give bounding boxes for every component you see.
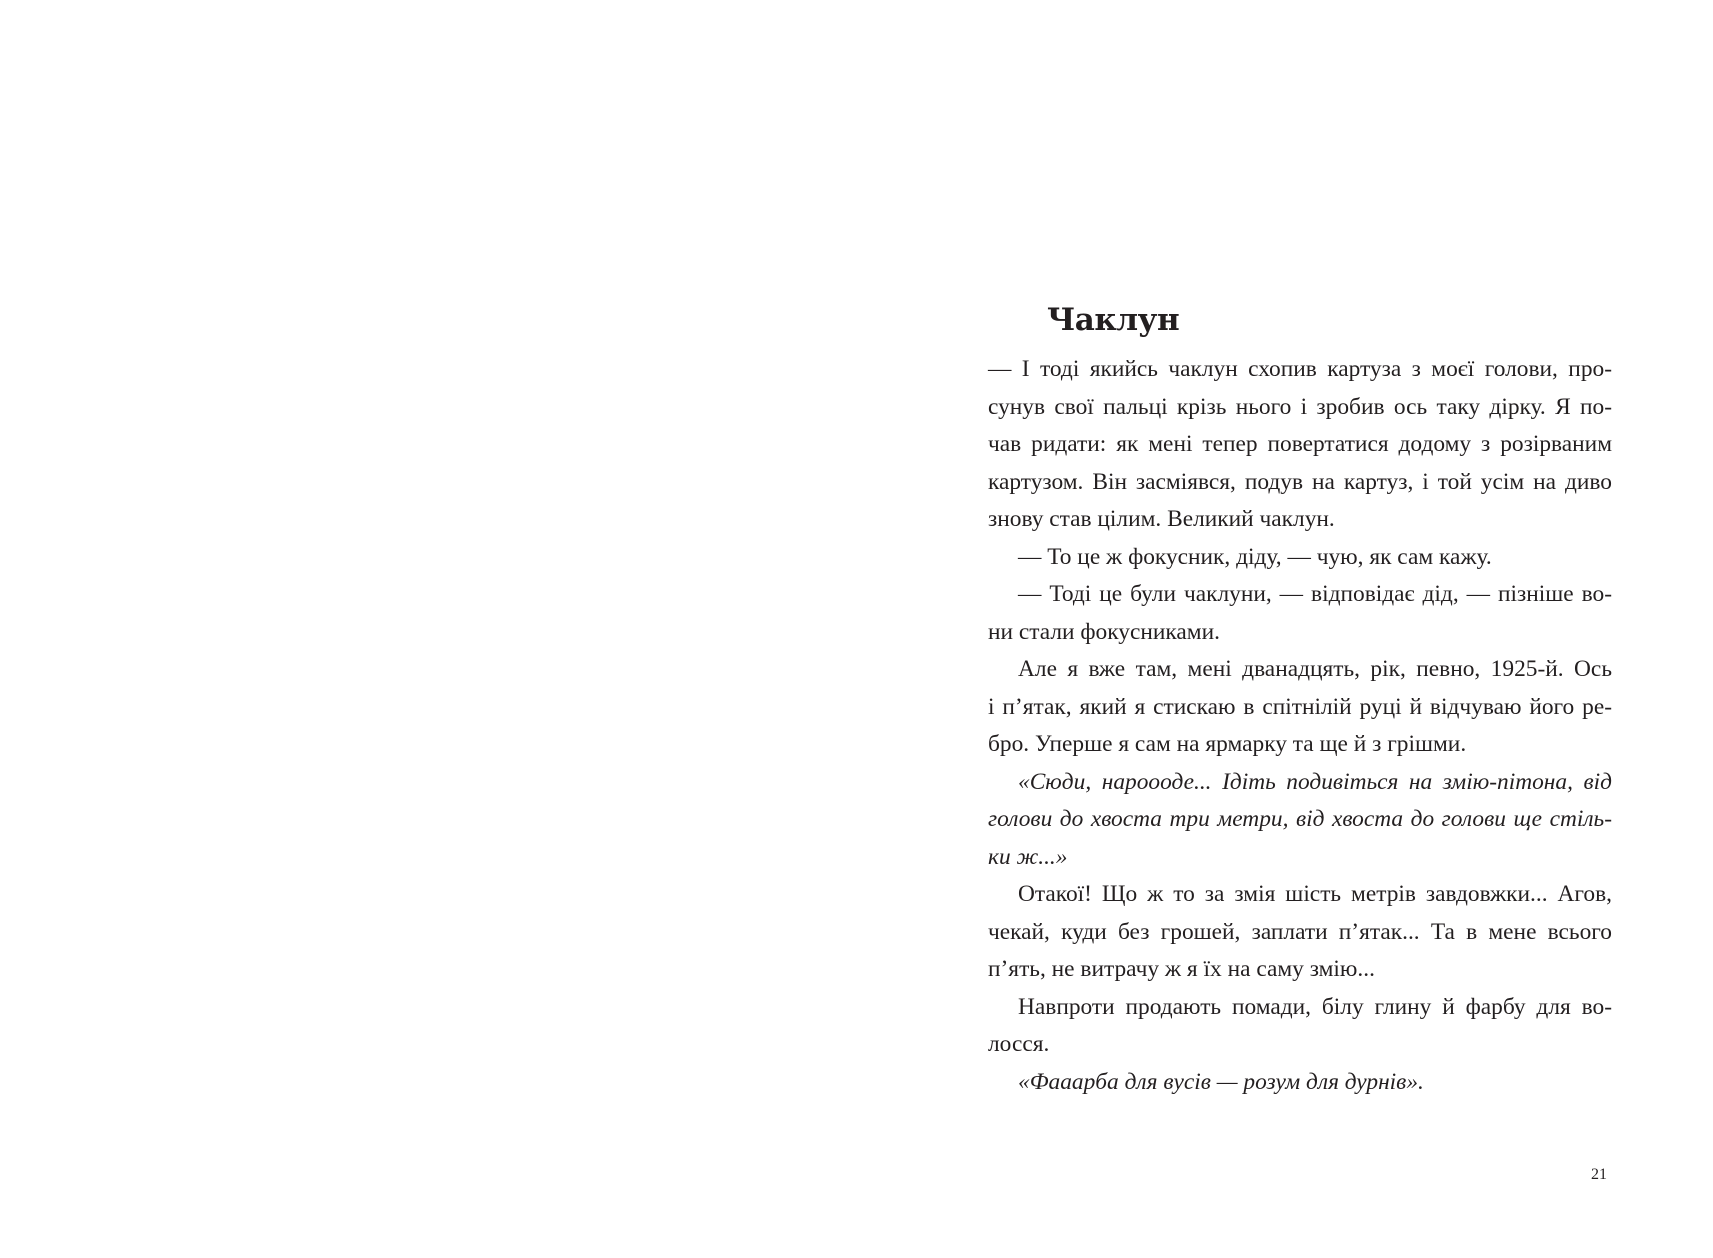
text-line: чав ридати: як мені тепер повертатися додому з розірваним bbox=[988, 431, 1612, 457]
text-line-italic: голови до хвоста три метри, від хвоста до голови ще стіль- bbox=[988, 806, 1612, 832]
text-line: лосся. bbox=[988, 1031, 1050, 1057]
text-line: чекай, куди без грошей, заплати п’ятак... Та в мене всього bbox=[988, 918, 1612, 945]
left-page-blank bbox=[0, 0, 856, 1258]
text-line: бро. Уперше я сам на ярмарку та ще й з грішми. bbox=[988, 731, 1467, 757]
text-line: ни стали фокусниками. bbox=[988, 618, 1220, 645]
text-line: і п’ятак, який я стискаю в спітнілій руці й відчуваю його ре- bbox=[988, 693, 1612, 720]
text-line: — Тоді це були чаклуни, — відповідає дід, — пізніше во- bbox=[1018, 581, 1612, 607]
text-line: сунув свої пальці крізь нього і зробив ось таку дірку. Я по- bbox=[988, 393, 1612, 420]
text-line: Навпроти продають помади, білу глину й фарбу для во- bbox=[1018, 993, 1612, 1020]
text-line: — І тоді якийсь чаклун схопив картуза з моєї голови, про- bbox=[988, 356, 1612, 382]
text-line: Але я вже там, мені дванадцять, рік, певно, 1925-й. Ось bbox=[1018, 656, 1612, 682]
chapter-title: Чаклун bbox=[1047, 302, 1180, 338]
text-line-italic: «Фааарба для вусів — розум для дурнів». bbox=[1018, 1068, 1424, 1095]
page-number: 21 bbox=[1591, 1166, 1607, 1183]
text-line: — То це ж фокусник, діду, — чую, як сам кажу. bbox=[1018, 543, 1492, 570]
text-line-italic: «Сюди, нароооде... Ідіть подивіться на змію-пітона, від bbox=[1018, 768, 1612, 795]
text-line: Отакої! Що ж то за змія шість метрів завдовжки... Агов, bbox=[1018, 881, 1612, 907]
text-line: картузом. Він засміявся, подув на картуз, і той усім на диво bbox=[988, 468, 1612, 495]
text-line-italic: ки ж...» bbox=[988, 843, 1068, 870]
text-line: знову став цілим. Великий чаклун. bbox=[988, 506, 1335, 532]
chapter-body-text bbox=[988, 351, 1612, 1101]
text-line: п’ять, не витрачу ж я їх на саму змію... bbox=[988, 956, 1375, 982]
